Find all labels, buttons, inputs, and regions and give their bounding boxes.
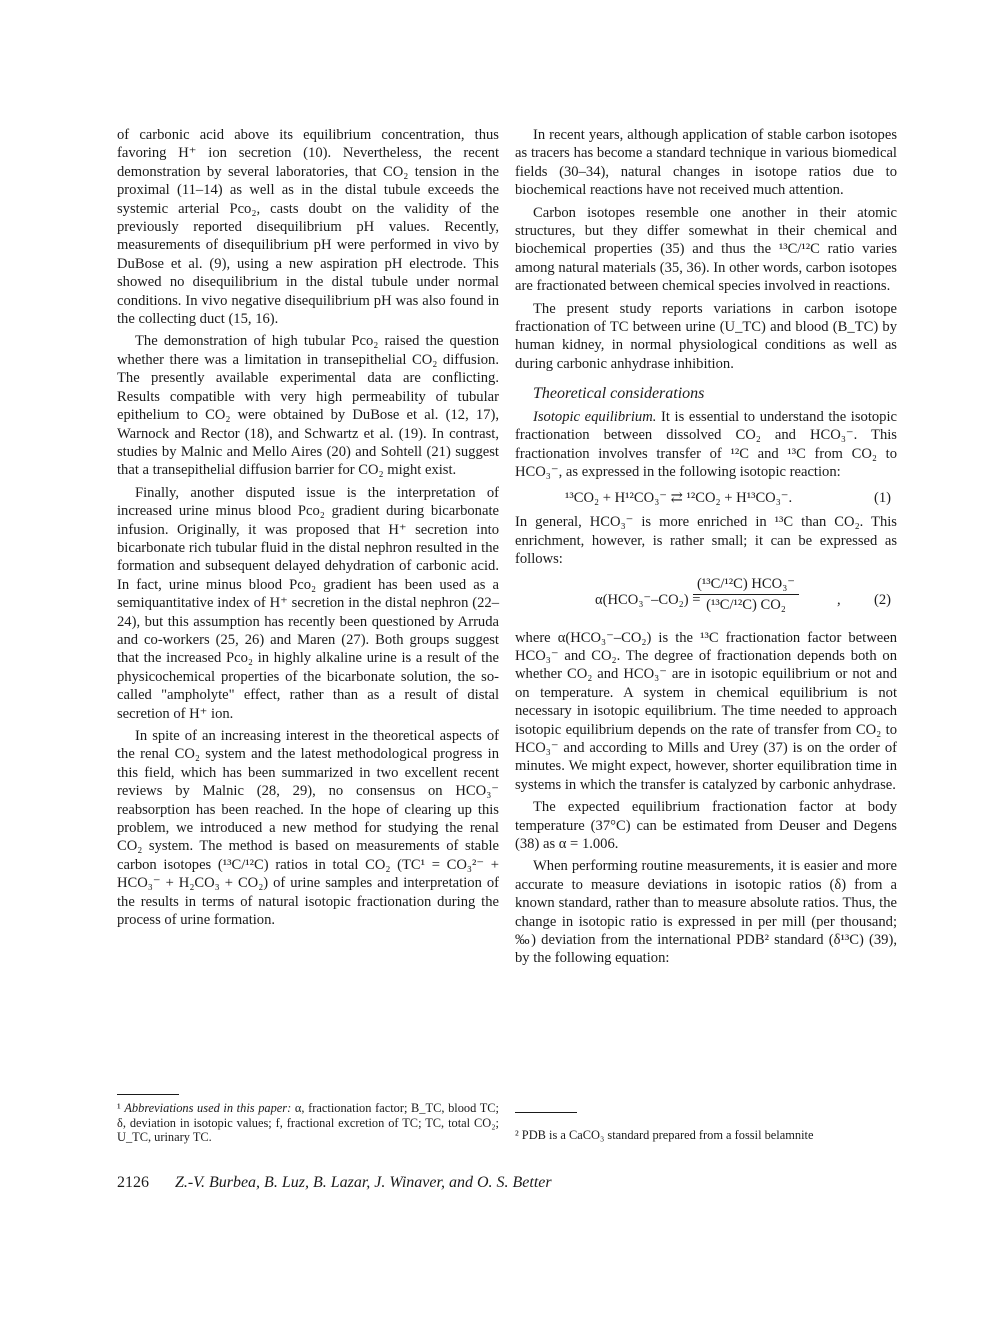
left-paragraph-1: of carbonic acid above its equilibrium concentration, thus favoring H⁺ ion secretion (10). Nevertheless, the recent demonstration by several laboratories, that CO₂ tension in the proximal (11–14) as well as in the distal tubule exceeds the systemic arterial Pco₂, casts doubt on the validity of the previously reported disequilibrium pH values. Recently, measurements of disequilibrium pH were performed in vivo by DuBose et al. (9), using a new aspiration pH electrode. This showed no disequilibrium in the distal tubule under normal conditions. In vivo negative disequilibrium pH was also found in the collecting duct (15, 16). bbox=[117, 127, 499, 328]
equation-2-comma: , bbox=[837, 591, 841, 608]
right-paragraph-7: The expected equilibrium fractionation factor at body temperature (37°C) can be estimated from Deuser and Degens (38) as α = 1.006. bbox=[515, 799, 897, 852]
left-paragraph-4: In spite of an increasing interest in the theoretical aspects of the renal CO₂ system and the latest methodological progress in this field, which has been summarized in two excellent recent reviews by Malnic (28, 29), no consensus on HCO₃⁻ reabsorption has been reached. In the hope of clearing up this problem, we introduced a new method for studying the renal CO₂ system. The method is based on measurements of stable carbon isotopes (¹³C/¹²C) ratios in total CO₂ (TC¹ = CO₃²⁻ + HCO₃⁻ + H₂CO₃ + CO₂) of urine samples and interpretation of the results in terms of natural isotopic fractionation during the process of urine formation. bbox=[117, 728, 499, 929]
author-list: Z.-V. Burbea, B. Luz, B. Lazar, J. Winaver, and O. S. Better bbox=[175, 1174, 552, 1191]
footnote-1-marker: ¹ bbox=[117, 1101, 121, 1115]
left-paragraph-3: Finally, another disputed issue is the interpretation of increased urine minus blood Pco₂ gradient during bicarbonate infusion. Originally, it was proposed that H⁺ secretion into bicarbonate rich tubular fluid in the distal nephron resulted in the formation and subsequent delayed dehydration of carbonic acid. In fact, urine minus blood Pco₂ gradient has been used as a semiquantitative index of H⁺ secretion in the distal nephron (22–24), but this assumption has recently been questioned by Arruda and co-workers (25, 26) and Maren (27). Both groups suggest that the increased Pco₂ in highly alkaline urine is a result of the physicochemical properties of the bicarbonate solution, the so-called "ampholyte" effect, rather than as a result of distal secretion of H⁺ ion. bbox=[117, 484, 499, 722]
section-title: Theoretical considerations bbox=[533, 385, 705, 403]
runin-heading: Isotopic equilibrium. bbox=[533, 408, 657, 425]
footnote-1-label: Abbreviations used in this paper: bbox=[124, 1101, 292, 1115]
footnote-rule-left bbox=[117, 1094, 179, 1095]
right-column bbox=[515, 126, 897, 968]
right-paragraph-1: In recent years, although application of stable carbon isotopes as tracers has become a standard technique in various biomedical fields (30–34), natural changes in isotope ratios due to biochemical reactions have not received much attention. bbox=[515, 127, 897, 199]
equation-1-body: ¹³CO₂ + H¹²CO₃⁻ ⇄ ¹²CO₂ + H¹³CO₃⁻. bbox=[565, 490, 793, 507]
equation-2-numerator: (¹³C/¹²C) HCO₃⁻ bbox=[693, 575, 799, 595]
equation-2-denominator: (¹³C/¹²C) CO₂ bbox=[706, 596, 786, 613]
equation-2-number: (2) bbox=[873, 591, 891, 608]
right-paragraph-4 bbox=[515, 408, 897, 482]
equation-2-fraction bbox=[693, 575, 799, 615]
right-paragraph-6: where α(HCO₃⁻–CO₂) is the ¹³C fractionation factor between HCO₃⁻ and CO₂. The degree of fractionation depends both on whether CO₂ and HCO₃⁻ are in isotopic equilibrium or not and on temperature. A system in chemical equilibrium is not necessary in isotopic equilibrium. The time needed to approach isotopic equilibrium depends on the rate of transfer from CO₂ to HCO₃⁻ and according to Mills and Urey (37) is on the order of minutes. We might expect, however, shorter equilibration time in systems in which the transfer is catalyzed by carbonic anhydrase. bbox=[515, 629, 897, 793]
equation-1 bbox=[515, 487, 897, 509]
footnote-1 bbox=[117, 1101, 499, 1145]
page-number: 2126 bbox=[117, 1174, 149, 1191]
right-paragraph-5: In general, HCO₃⁻ is more enriched in ¹³C than CO₂. This enrichment, however, is rather small; it can be expressed as follows: bbox=[515, 514, 897, 568]
right-paragraph-3: The present study reports variations in carbon isotope fractionation of TC between urine (U_TC) and blood (B_TC) by human kidney, in normal physiological conditions as well as during carbonic anhydrase inhibition. bbox=[515, 300, 897, 372]
right-paragraph-4-text: It is essential to understand the isotopic fractionation between dissolved CO₂ and HCO₃⁻. This fractionation involves transfer of ¹²C and ¹³C from CO₂ to HCO₃⁻, as expressed in the following isotopic reaction: bbox=[515, 408, 898, 480]
equation-2-lhs: α(HCO₃⁻–CO₂) = bbox=[595, 591, 701, 608]
equation-2 bbox=[515, 575, 897, 623]
footnote-rule-right bbox=[515, 1112, 577, 1113]
page-footer bbox=[117, 1174, 552, 1192]
right-paragraph-2: Carbon isotopes resemble one another in their atomic structures, but they differ somewhat in their chemical and biochemical properties (35) and thus the ¹³C/¹²C ratio varies among natural materials (35, 36). In other words, carbon isotopes are fractionated between chemical species involved in reactions. bbox=[515, 204, 897, 295]
equation-1-number: (1) bbox=[873, 490, 891, 507]
right-paragraph-8: When performing routine measurements, it is easier and more accurate to measure deviations in isotopic ratios (δ) from a known standard, rather than to measure absolute ratios. Thus, the change in isotopic ratio is expressed in per mill (per thousand; ‰) deviation from the international PDB² standard (δ¹³C) (39), by the following equation: bbox=[515, 858, 897, 967]
footnote-1-text: α, fractionation factor; B_TC, blood TC; δ, deviation in isotopic values; f, fractional excretion of TC; TC, total CO₂; U_TC, urinary TC. bbox=[117, 1101, 499, 1145]
footnote-2: ² PDB is a CaCO₃ standard prepared from a fossil belamnite bbox=[515, 1128, 814, 1142]
left-column bbox=[117, 126, 499, 929]
left-paragraph-2: The demonstration of high tubular Pco₂ raised the question whether there was a limitation in transepithelial CO₂ diffusion. The presently available experimental data are conflicting. Results compatible with very high permeability of tubular epithelium to CO₂ were obtained by DuBose et al. (12, 17), Warnock and Rector (18), and Schwartz et al. (19). In contrast, studies by Malnic and Mello Aires (20) and Sohtell (21) suggest that a transepithelial diffusion barrier for CO₂ might exist. bbox=[117, 333, 499, 479]
